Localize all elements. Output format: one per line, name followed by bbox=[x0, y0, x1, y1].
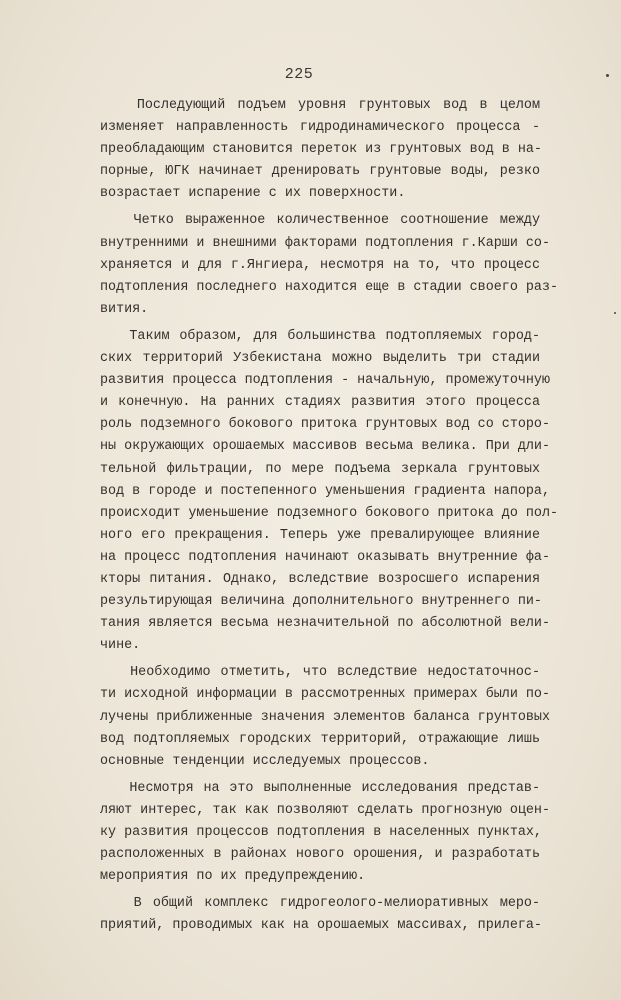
text-line: роль подземного бокового притока грунтовых вод со сторо- bbox=[100, 417, 550, 433]
text-line: результирующая величина дополнительного внутреннего пи- bbox=[100, 594, 542, 610]
text-line: основные тенденции исследуемых процессов. bbox=[100, 753, 430, 769]
page-number: 225 bbox=[284, 66, 314, 83]
text-line: и конечную. На ранних стадиях развития этого процесса bbox=[100, 395, 540, 411]
text-line: Таким образом, для большинства подтопляемых город- bbox=[100, 328, 540, 344]
text-line: ного его прекращения. Теперь уже превалирующее влияние bbox=[100, 527, 540, 543]
paragraph bbox=[100, 662, 550, 772]
text-line: В общий комплекс гидрогеолого-мелиоративных меро- bbox=[100, 896, 540, 912]
text-line: вод в городе и постепенного уменьшения градиента напора, bbox=[100, 483, 550, 499]
text-line: на процесс подтопления начинают оказывать внутренние фа- bbox=[100, 549, 550, 565]
paragraph bbox=[100, 778, 550, 888]
text-line: порные, ЮГК начинает дренировать грунтовые воды, резко bbox=[100, 164, 540, 180]
text-line: Необходимо отметить, что вследствие недостаточнос- bbox=[100, 665, 540, 681]
text-line: внутренними и внешними факторами подтопления г.Карши со- bbox=[100, 235, 550, 251]
text-line: Четко выраженное количественное соотношение между bbox=[100, 213, 540, 229]
paragraph bbox=[100, 326, 559, 657]
text-line: ляют интерес, так как позволяют сделать прогнозную оцен- bbox=[100, 802, 550, 818]
text-line: возрастает испарение с их поверхности. bbox=[100, 186, 406, 202]
text-line: тания является весьма незначительной по абсолютной вели- bbox=[100, 616, 550, 632]
paper-speck bbox=[606, 74, 609, 77]
text-line: происходит уменьшение подземного бокового притока до пол- bbox=[100, 505, 559, 521]
text-line: Последующий подъем уровня грунтовых вод в целом bbox=[100, 98, 540, 113]
text-line: развития процесса подтопления - начальную, промежуточную bbox=[100, 373, 550, 389]
paragraph bbox=[100, 893, 540, 937]
text-line: храняется и для г.Янгиера, несмотря на то, что процесс bbox=[100, 257, 540, 273]
text-line: вод подтопляемых городских территорий, отражающие лишь bbox=[100, 731, 540, 747]
text-line: расположенных в районах нового орошения, и разработать bbox=[100, 847, 540, 863]
paragraph bbox=[100, 210, 559, 320]
body-text bbox=[100, 95, 559, 937]
text-line: ских территорий Узбекистана можно выделить три стадии bbox=[100, 351, 540, 367]
text-line: приятий, проводимых как на орошаемых массивах, прилега- bbox=[100, 918, 542, 934]
text-line: чине. bbox=[100, 638, 141, 654]
text-line: мероприятия по их предупреждению. bbox=[100, 869, 366, 885]
text-line: ны окружающих орошаемых массивов весьма велика. При дли- bbox=[100, 439, 550, 455]
paragraph bbox=[100, 95, 540, 205]
text-line: вития. bbox=[100, 301, 149, 317]
text-line: Несмотря на это выполненные исследования представ- bbox=[100, 780, 540, 796]
text-line: подтопления последнего находится еще в стадии своего раз- bbox=[100, 279, 559, 295]
text-line: ку развития процессов подтопления в населенных пунктах, bbox=[100, 825, 542, 840]
text-line: ти исходной информации в рассмотренных примерах были по- bbox=[100, 687, 550, 703]
text-line: преобладающим становится переток из грунтовых вод в на- bbox=[100, 142, 542, 158]
text-line: тельной фильтрации, по мере подъема зеркала грунтовых bbox=[100, 461, 540, 477]
text-line: изменяет направленность гидродинамического процесса - bbox=[100, 120, 540, 136]
paper-speck bbox=[614, 312, 616, 314]
text-line: кторы питания. Однако, вследствие возросшего испарения bbox=[100, 571, 540, 587]
text-line: лучены приближенные значения элементов баланса грунтовых bbox=[100, 709, 550, 725]
